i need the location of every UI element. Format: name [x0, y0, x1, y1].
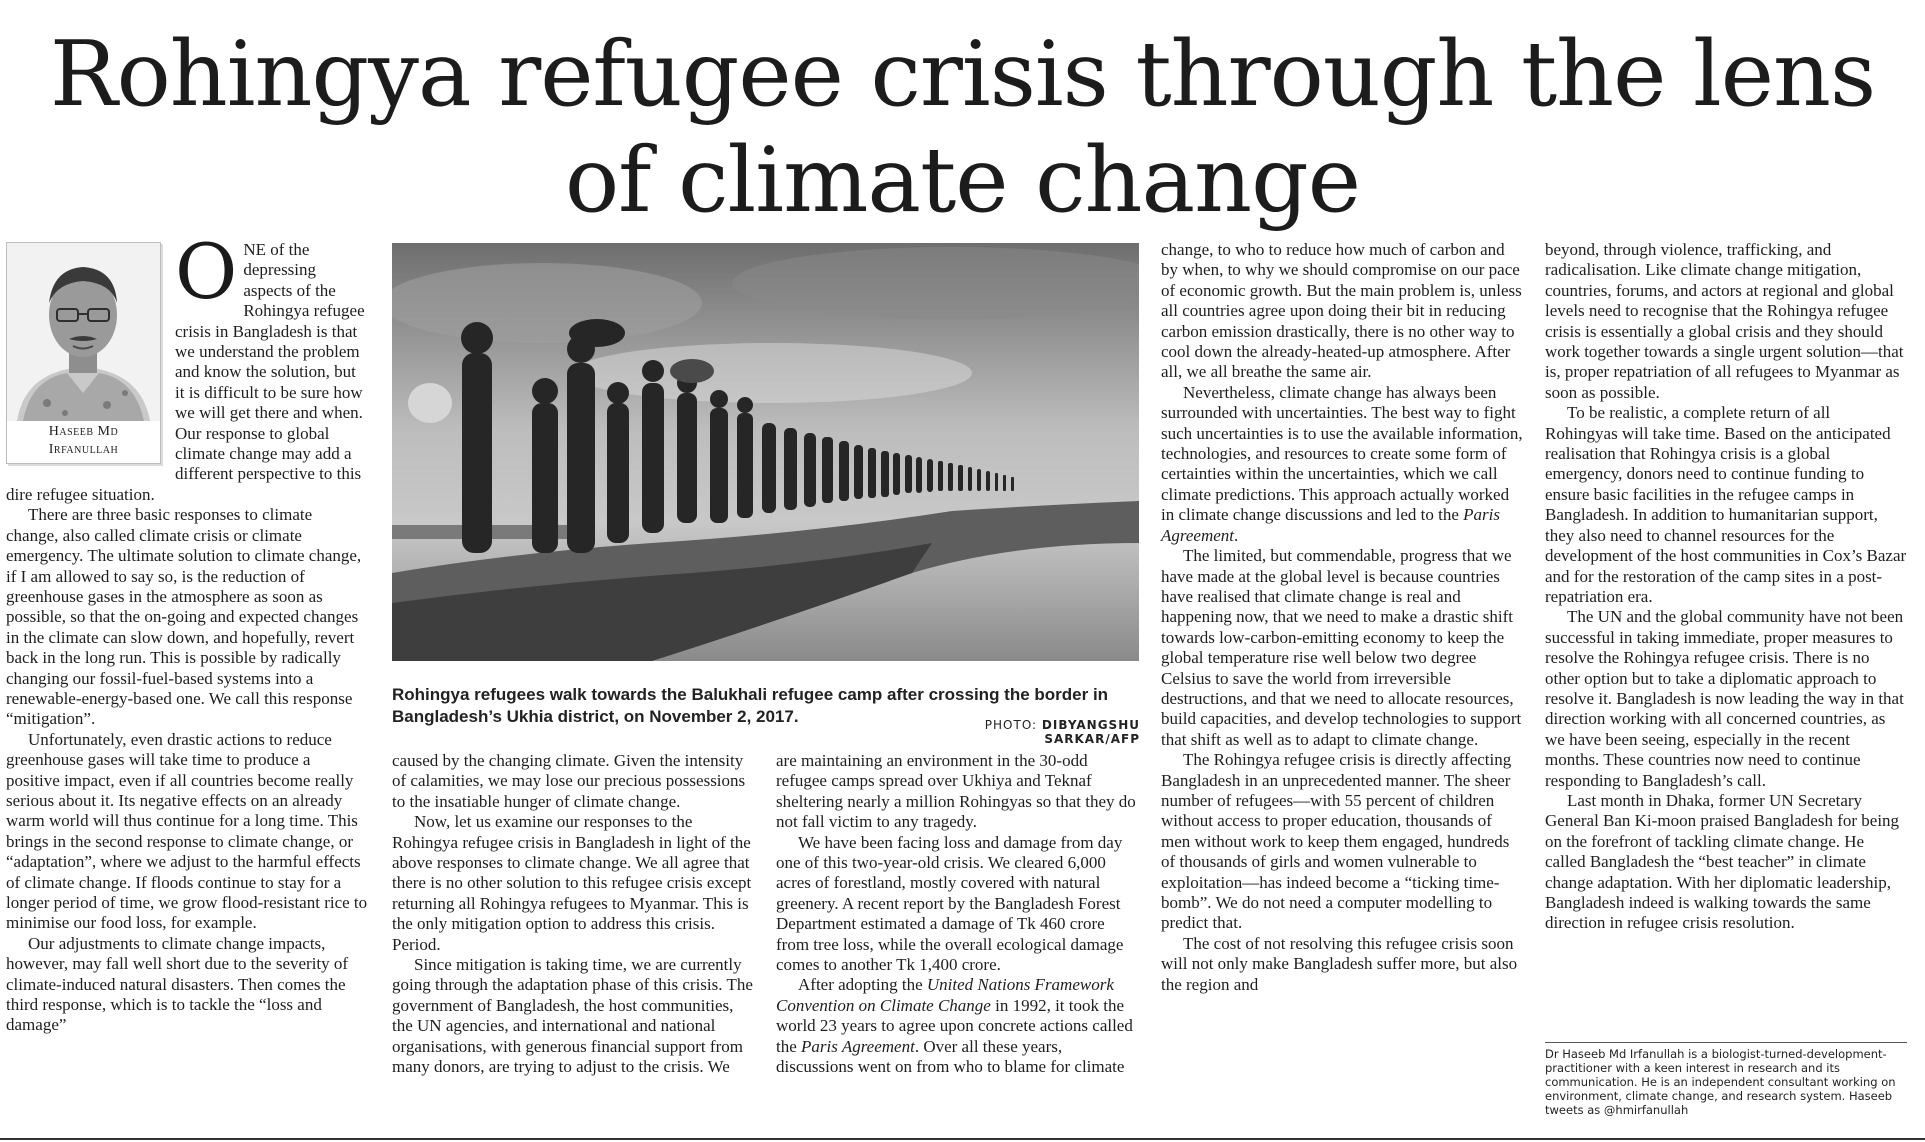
paragraph: The cost of not resolving this refugee crisis soon will not only make Bangladesh suffer more, but also the region and — [1161, 933, 1518, 994]
paragraph: Now, let us examine our responses to the Rohingya refugee crisis in Bangladesh in light of the above responses to climate change. We all agree that there is no other solution to this refugee crisis except returning all Rohingya refugees to Myanmar. This is the only mitigation option to address this crisis. Period. — [392, 812, 752, 954]
paragraph: There are three basic responses to climate change, also called climate crisis or climate emergency. The ultimate solution to climate change, if I am allowed to say so, is the reduction of greenhouse gases in the atmosphere as soon as possible, so that the on-going and expected changes in the climate can slow down, and hopefully, revert back in the long run. This is possible by radically changing our fossil-fuel-based systems into a renewable-energy-based one. We call this response “mitigation”. — [6, 505, 362, 729]
paragraph: Last month in Dhaka, former UN Secretary General Ban Ki-moon praised Bangladesh for being on the forefront of tackling climate change. He called Bangladesh the “best teacher” in climate change adaptation. With her diplomatic leadership, Bangladesh indeed is walking towards the same direction in refugee crisis resolution. — [1545, 790, 1900, 933]
paragraph: change, to who to reduce how much of carbon and by when, to why we should compromise on our pace of economic growth. But the main problem is, unless all countries agree upon doing their bit in reducing carbon emission drastically, there is no other way to cool down the already-heated-up atmosphere. After all, we all breathe the same air. — [1161, 240, 1522, 382]
paragraph: The limited, but commendable, progress that we have made at the global level is because countries have realised that climate change is real and happening now, that we need to make a drastic shift towards low-carbon-emitting economy to keep the global temperature rise well below two degree Celsius to save the world from irreversible destructions, and that we need to allocate resources, build capacities, and develop technologies to support that shift as well as to adapt to climate change. — [1161, 546, 1522, 749]
bio-divider — [1545, 1042, 1907, 1043]
drop-cap: O — [175, 227, 238, 316]
paragraph: We have been facing loss and damage from day one of this two-year-old crisis. We cleared 6,000 acres of forestland, mostly covered with natural greenery. A recent report by the Bangladesh Forest Department estimated a damage of Tk 460 crore from tree loss, while the overall ecological damage comes to another Tk 1,400 crore. — [776, 832, 1124, 975]
paragraph: The UN and the global community have not been successful in taking immediate, proper measures to resolve the Rohingya refugee crisis. There is no other option but to take a diplomatic approach to resolve it. Bangladesh is now leading the way in that direction working with all concerned countries, as we have been seeing, especially in the recent months. These countries now need to continue responding to Bangladesh’s call. — [1545, 607, 1904, 790]
headline: Rohingya refugee crisis through the lens of climate change — [49, 22, 1876, 233]
column-3 — [776, 751, 1140, 1078]
author-photo — [7, 243, 160, 421]
column-2 — [392, 751, 758, 1078]
paragraph: Unfortunately, even drastic actions to reduce greenhouse gases will take time to produce a positive impact, even if all countries become really serious about it. Its negative effects on an already warm world will thus continue for a long time. This brings in the second response to climate change, or “adaptation”, where we adjust to the harmful effects of climate change. If floods continue to stay for a longer period of time, we grow flood-resistant rice to minimise our food loss, for example. — [6, 729, 368, 933]
bottom-rule — [0, 1138, 1925, 1140]
photo-caption: Rohingya refugees walk towards the Balukhali refugee camp after crossing the border in Bangladesh’s Ukhia district, on November 2, 2017. — [392, 685, 1109, 726]
paragraph: caused by the changing climate. Given the intensity of calamities, we may lose our precious possessions to the insatiable hunger of climate change. — [392, 751, 746, 811]
paragraph: Nevertheless, climate change has always been surrounded with uncertainties. The best way to fight such uncertainties is to use the available information, technologies, and resources to create some form of certainties within the uncertainties, which we call climate predictions. This approach actually worked in climate change discussions and led to the Paris Agreement. — [1161, 382, 1523, 545]
paragraph: To be realistic, a complete return of all Rohingyas will take time. Based on the anticipated realisation that Rohingya crisis is a global emergency, donors need to continue funding to ensure basic facilities in the refugee camps in Bangladesh. In addition to humanitarian support, they also need to channel resources for the development of the host communities in Cox’s Bazar and for the restoration of the camp sites in a post-repatriation era. — [1545, 403, 1907, 606]
column-5 — [1545, 240, 1907, 934]
column-4 — [1161, 240, 1525, 995]
paragraph: are maintaining an environment in the 30-odd refugee camps spread over Ukhiya and Teknaf sheltering nearly a million Rohingyas so that they do not fall victim to any tragedy. — [776, 751, 1136, 832]
paragraph: ONE of the depressing aspects of the Rohingya refugee crisis in Bangladesh is that we understand the problem and know the solution, but it is difficult to be sure how we will get there and when. Our response to global climate change may add a different perspective to this dire refugee situation. — [6, 227, 365, 504]
paragraph: beyond, through violence, trafficking, and radicalisation. Like climate change mitigation, countries, forums, and actors at regional and global levels need to recognise that the Rohingya refugee crisis is essentially a global crisis and they should work together towards a single urgent solution—that is, proper repatriation of all refugees to Myanmar as soon as possible. — [1545, 240, 1904, 402]
author-card — [6, 242, 161, 464]
author-name: Haseeb Md Irfanullah — [48, 424, 119, 457]
paragraph: Our adjustments to climate change impacts, however, may fall well short due to the severity of climate-induced natural disasters. Then comes the third response, which is to tackle the “loss and damage” — [6, 933, 349, 1035]
paragraph: Since mitigation is taking time, we are currently going through the adaptation phase of this crisis. The government of Bangladesh, the host communities, the UN agencies, and international and national organisations, with generous financial support from many donors, are trying to adjust to the crisis. We — [392, 955, 753, 1077]
author-bio: Dr Haseeb Md Irfanullah is a biologist-turned-development-practitioner with a keen interest in research and its communication. He is an independent consultant working on environment, climate change, and research system. Haseeb tweets as @hmirfanullah — [1545, 1047, 1896, 1117]
column-1 — [6, 227, 368, 1036]
photo-credit: PHOTO: DIBYANGSHU SARKAR/AFP — [984, 718, 1140, 746]
paragraph: After adopting the United Nations Framework Convention on Climate Change in 1992, it took the world 23 years to agree upon concrete actions called the Paris Agreement. Over all these years, discussions went on from who to blame for climate — [776, 975, 1133, 1077]
paragraph: The Rohingya refugee crisis is directly affecting Bangladesh in an unprecedented manner. The sheer number of refugees—with 55 percent of children without access to proper education, thousands of men without work to keep them engaged, hundreds of thousands of girls and women vulnerable to exploitation—has indeed become a “ticking time-bomb”. We do not need a computer modelling to predict that. — [1161, 750, 1512, 933]
refugee-photo — [392, 243, 1139, 661]
